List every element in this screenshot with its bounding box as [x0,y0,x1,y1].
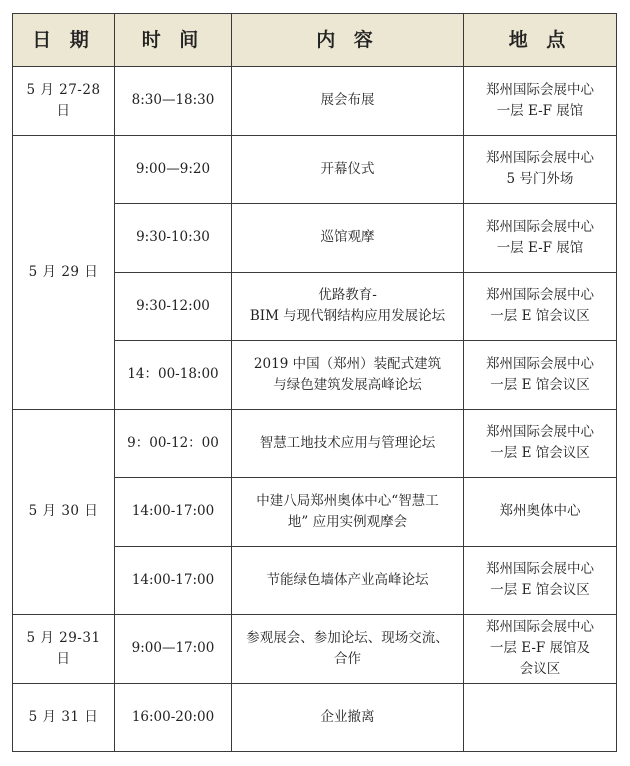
date-cell: 5 月 30 日 [13,409,115,615]
table-row [13,67,617,136]
table-row [13,683,617,752]
header-time: 时 间 [115,14,232,67]
place-cell: 郑州国际会展中心 5 号门外场 [464,135,617,204]
table-row [13,409,617,478]
content-cell: 2019 中国（郑州）装配式建筑 与绿色建筑发展高峰论坛 [232,341,464,410]
table-header-row [13,14,617,67]
time-cell: 9:00—9:20 [115,135,232,204]
date-cell: 5 月 27-28 日 [13,67,115,136]
schedule-table [12,13,617,752]
place-cell: 郑州国际会展中心 一层 E 馆会议区 [464,272,617,341]
content-cell: 企业撤离 [232,683,464,752]
place-cell: 郑州国际会展中心 一层 E 馆会议区 [464,409,617,478]
time-cell: 9：00-12：00 [115,409,232,478]
table-row [13,615,617,684]
table-row [13,135,617,204]
header-content: 内 容 [232,14,464,67]
content-cell: 优路教育- BIM 与现代钢结构应用发展论坛 [232,272,464,341]
content-cell: 智慧工地技术应用与管理论坛 [232,409,464,478]
place-cell: 郑州国际会展中心 一层 E-F 展馆 [464,204,617,273]
place-cell: 郑州国际会展中心 一层 E-F 展馆及 会议区 [464,615,617,684]
date-cell: 5 月 31 日 [13,683,115,752]
content-cell: 展会布展 [232,67,464,136]
place-cell: 郑州国际会展中心 一层 E 馆会议区 [464,546,617,615]
place-cell: 郑州国际会展中心 一层 E-F 展馆 [464,67,617,136]
time-cell: 9:00—17:00 [115,615,232,684]
header-date: 日 期 [13,14,115,67]
content-cell: 巡馆观摩 [232,204,464,273]
time-cell: 14:00-17:00 [115,478,232,547]
time-cell: 16:00-20:00 [115,683,232,752]
content-cell: 参观展会、参加论坛、现场交流、 合作 [232,615,464,684]
time-cell: 8:30—18:30 [115,67,232,136]
header-place: 地 点 [464,14,617,67]
time-cell: 9:30-12:00 [115,272,232,341]
place-cell: 郑州国际会展中心 一层 E 馆会议区 [464,341,617,410]
content-cell: 开幕仪式 [232,135,464,204]
content-cell: 中建八局郑州奥体中心“智慧工 地” 应用实例观摩会 [232,478,464,547]
place-cell [464,683,617,752]
place-cell: 郑州奥体中心 [464,478,617,547]
content-cell: 节能绿色墙体产业高峰论坛 [232,546,464,615]
time-cell: 14：00-18:00 [115,341,232,410]
time-cell: 14:00-17:00 [115,546,232,615]
date-cell: 5 月 29-31 日 [13,615,115,684]
time-cell: 9:30-10:30 [115,204,232,273]
date-cell: 5 月 29 日 [13,135,115,409]
